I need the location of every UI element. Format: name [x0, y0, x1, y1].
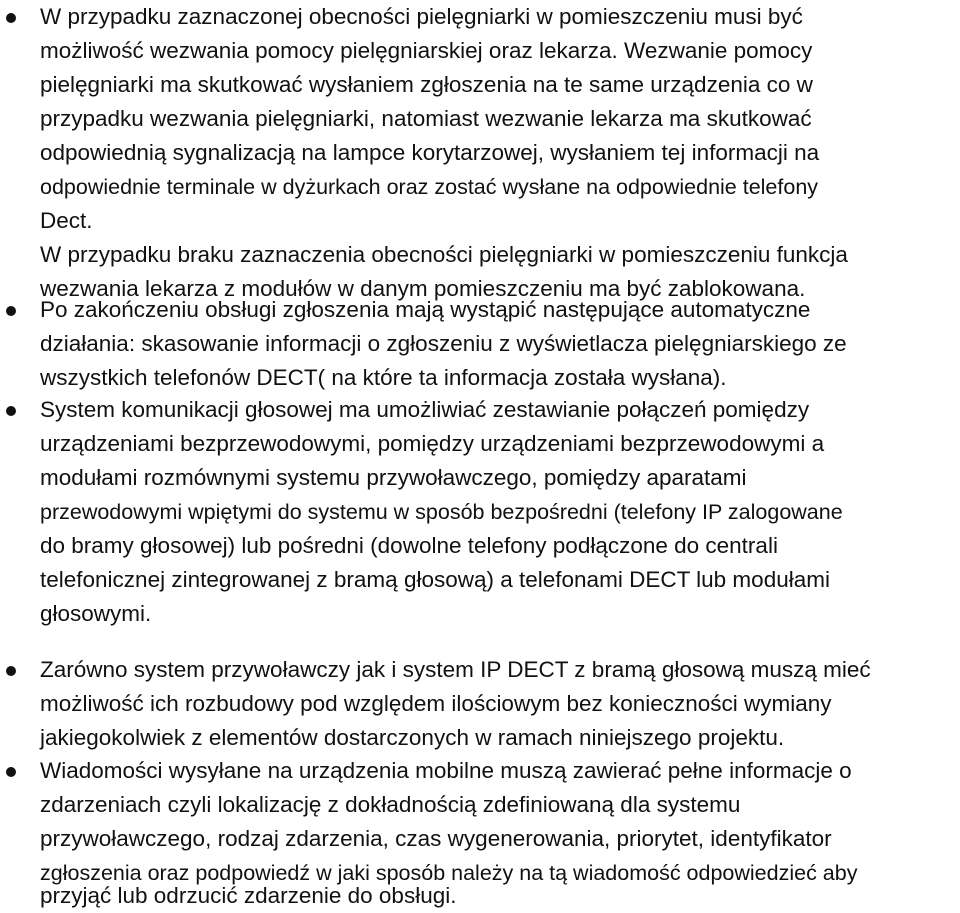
paragraph-line: przypadku wezwania pielęgniarki, natomiast wezwanie lekarza ma skutkować — [40, 106, 812, 131]
paragraph-line: do bramy głosowej) lub pośredni (dowolne telefony podłączone do centrali — [40, 533, 778, 558]
paragraph-line: odpowiednie terminale w dyżurkach oraz zostać wysłane na odpowiednie telefony — [40, 175, 819, 199]
paragraph-line: możliwość wezwania pomocy pielęgniarskiej oraz lekarza. Wezwanie pomocy — [40, 38, 813, 63]
paragraph-line: urządzeniami bezprzewodowymi, pomiędzy urządzeniami bezprzewodowymi a — [40, 431, 825, 456]
paragraph-line: System komunikacji głosowej ma umożliwiać zestawianie połączeń pomiędzy — [40, 397, 810, 422]
bullet-icon — [6, 666, 16, 676]
paragraph-line: W przypadku zaznaczonej obecności pielęgniarki w pomieszczeniu musi być — [40, 4, 803, 29]
paragraph-line: przyjąć lub odrzucić zdarzenie do obsługi. — [40, 883, 457, 908]
bullet-icon — [6, 13, 16, 23]
paragraph-line: wszystkich telefonów DECT( na które ta informacja została wysłana). — [40, 365, 727, 390]
paragraph-line: modułami rozmównymi systemu przywoławczego, pomiędzy aparatami — [40, 465, 747, 490]
paragraph-line: wezwania lekarza z modułów w danym pomieszczeniu ma być zablokowana. — [40, 276, 806, 301]
bullet-icon — [6, 406, 16, 416]
bullet-icon — [6, 306, 16, 316]
paragraph-line: pielęgniarki ma skutkować wysłaniem zgłoszenia na te same urządzenia co w — [40, 72, 813, 97]
paragraph-line: zgłoszenia oraz podpowiedź w jaki sposób należy na tą wiadomość odpowiedzieć aby — [40, 861, 858, 885]
paragraph-line: telefonicznej zintegrowanej z bramą głosową) a telefonami DECT lub modułami — [40, 567, 830, 592]
paragraph-line: W przypadku braku zaznaczenia obecności pielęgniarki w pomieszczeniu funkcja — [40, 242, 848, 267]
paragraph-line: Dect. — [40, 208, 93, 233]
paragraph-line: przywoławczego, rodzaj zdarzenia, czas wygenerowania, priorytet, identyfikator — [40, 826, 832, 851]
paragraph-line: zdarzeniach czyli lokalizację z dokładnością zdefiniowaną dla systemu — [40, 792, 741, 817]
paragraph-line: głosowymi. — [40, 601, 152, 626]
paragraph-line: odpowiednią sygnalizacją na lampce korytarzowej, wysłaniem tej informacji na — [40, 140, 820, 165]
bullet-icon — [6, 767, 16, 777]
paragraph-line: Po zakończeniu obsługi zgłoszenia mają wystąpić następujące automatyczne — [40, 297, 811, 322]
paragraph-line: działania: skasowanie informacji o zgłoszeniu z wyświetlacza pielęgniarskiego ze — [40, 331, 847, 356]
paragraph-line: Wiadomości wysyłane na urządzenia mobilne muszą zawierać pełne informacje o — [40, 758, 852, 783]
paragraph-line: możliwość ich rozbudowy pod względem ilościowym bez konieczności wymiany — [40, 691, 832, 716]
paragraph-line: przewodowymi wpiętymi do systemu w sposób bezpośredni (telefony IP zalogowane — [40, 500, 843, 524]
paragraph-line: Zarówno system przywoławczy jak i system IP DECT z bramą głosową muszą mieć — [40, 657, 871, 682]
paragraph-line: jakiegokolwiek z elementów dostarczonych w ramach niniejszego projektu. — [40, 725, 785, 750]
